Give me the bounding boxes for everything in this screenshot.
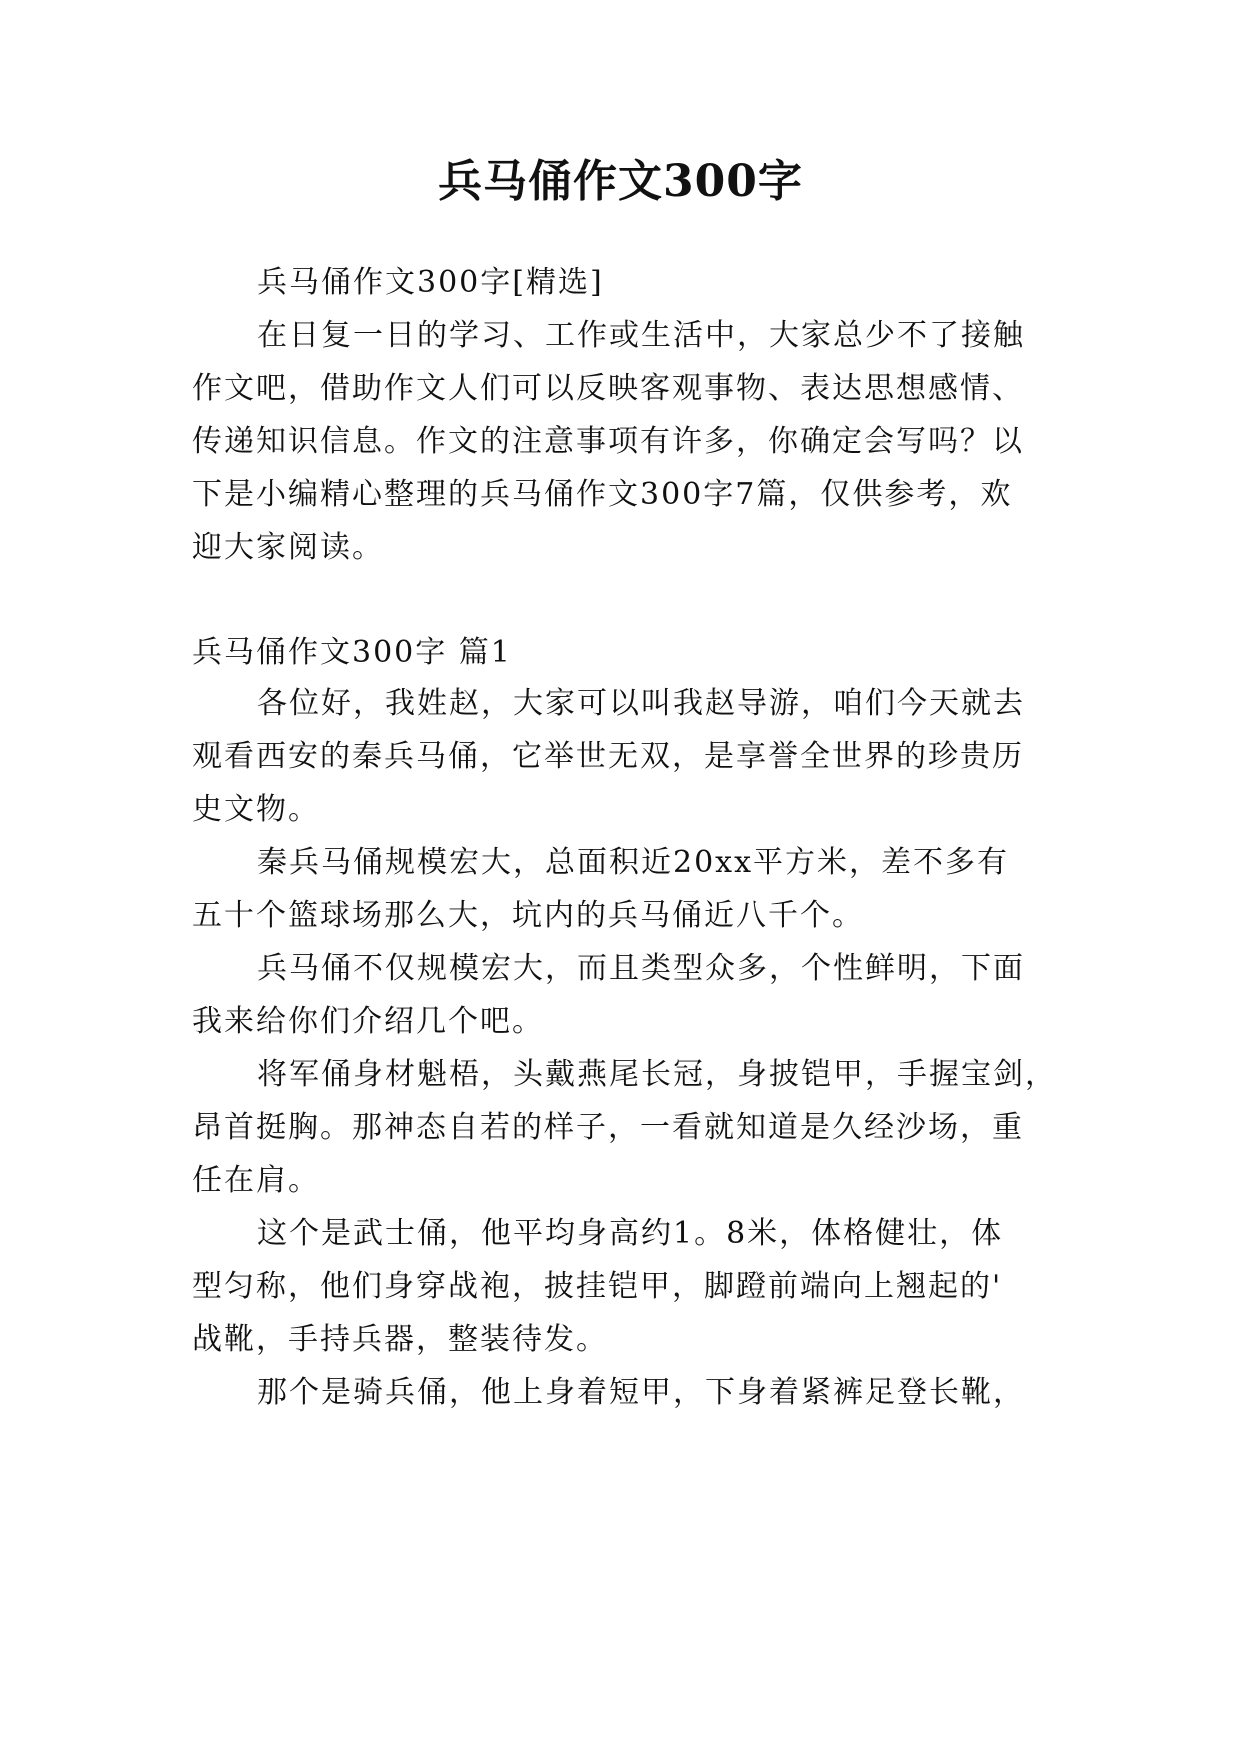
body-line: 观看西安的秦兵马俑，它举世无双，是享誉全世界的珍贵历 [192,739,1024,774]
body-line: 秦兵马俑规模宏大，总面积近20xx平方米，差不多有 [257,845,1010,880]
body-line: 史文物。 [192,792,320,827]
intro-line: 在日复一日的学习、工作或生活中，大家总少不了接触 [257,318,1025,353]
body-line: 五十个篮球场那么大，坑内的兵马俑近八千个。 [192,898,864,933]
body-line: 战靴，手持兵器，整装待发。 [192,1322,608,1357]
intro-line: 迎大家阅读。 [192,530,384,565]
body-line: 将军俑身材魁梧，头戴燕尾长冠，身披铠甲，手握宝剑， [257,1057,1057,1092]
body-line: 这个是武士俑，他平均身高约1。8米，体格健壮，体 [257,1216,1004,1251]
intro-line: 作文吧，借助作文人们可以反映客观事物、表达思想感情、 [192,371,1024,406]
intro-line: 传递知识信息。作文的注意事项有许多，你确定会写吗？以 [192,424,1024,459]
document-subtitle: 兵马俑作文300字[精选] [257,265,604,300]
body-line: 兵马俑不仅规模宏大，而且类型众多，个性鲜明，下面 [257,951,1025,986]
body-line: 昂首挺胸。那神态自若的样子，一看就知道是久经沙场，重 [192,1110,1024,1145]
body-line: 任在肩。 [192,1163,320,1198]
body-line: 型匀称，他们身穿战袍，披挂铠甲，脚蹬前端向上翘起的' [192,1269,1003,1304]
intro-line: 下是小编精心整理的兵马俑作文300字7篇，仅供参考，欢 [192,477,1013,512]
body-line: 我来给你们介绍几个吧。 [192,1004,544,1039]
section-heading: 兵马俑作文300字 篇1 [192,635,512,670]
body-line: 那个是骑兵俑，他上身着短甲，下身着紧裤足登长靴， [257,1375,1025,1410]
body-line: 各位好，我姓赵，大家可以叫我赵导游，咱们今天就去 [257,686,1025,721]
document-title: 兵马俑作文300字 [438,156,803,207]
